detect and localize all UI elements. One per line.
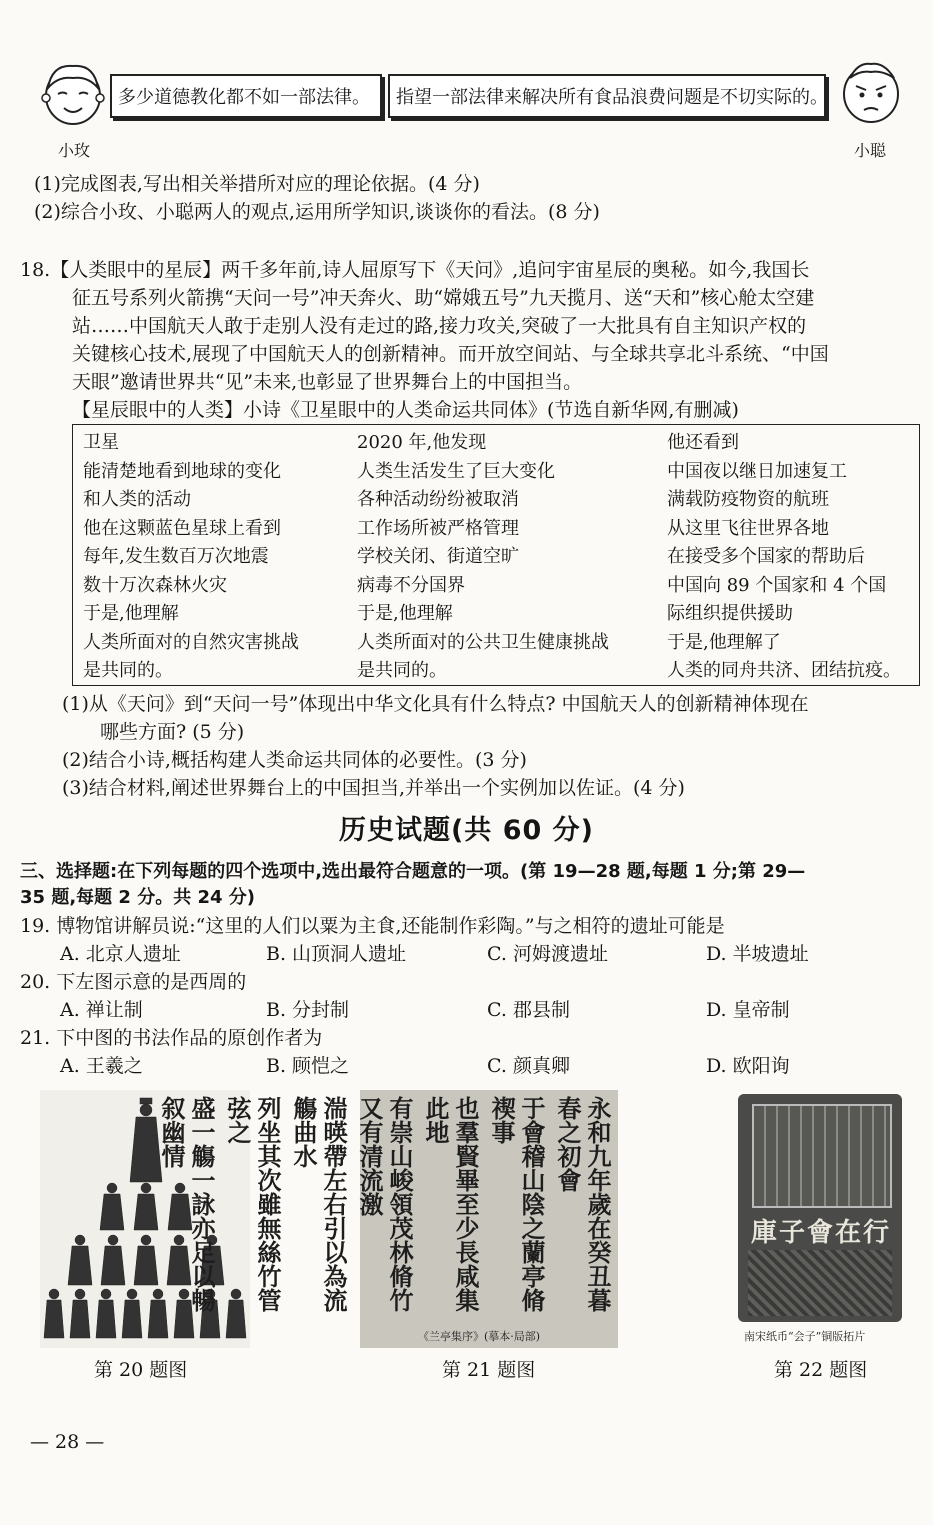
poem-line: 是共同的。 [357, 660, 447, 681]
poem-line: 满载防疫物资的航班 [667, 489, 829, 510]
satellite-poem-box [72, 424, 920, 686]
history-instructions-cont: 35 题,每题 2 分。共 24 分) [20, 887, 256, 908]
calligraphy-columns [156, 1096, 612, 1328]
banknote-lower-pattern [748, 1250, 892, 1316]
q18-line-6: 【星辰眼中的人类】小诗《卫星眼中的人类命运共同体》(节选自新华网,有删减) [72, 399, 739, 421]
calligraphy-column: 永和九年歲在癸丑暮春之初會 [553, 1096, 612, 1312]
q21-option-c[interactable]: C. 颜真卿 [487, 1055, 570, 1077]
poem-line: 数十万次森林火灾 [83, 574, 227, 596]
poem-line: 每年,发生数百万次地震 [83, 546, 269, 567]
calligraphy-column: 于會稽山陰之蘭亭脩禊事 [487, 1096, 546, 1312]
fig20-caption: 第 20 题图 [94, 1359, 188, 1381]
q21-option-d[interactable]: D. 欧阳询 [706, 1055, 790, 1077]
poem-line: 际组织提供援助 [667, 603, 793, 624]
poem-line: 卫星 [83, 432, 119, 453]
q20-option-a[interactable]: A. 禅让制 [60, 999, 143, 1021]
banknote-upper-panel [752, 1104, 892, 1208]
q17-sub2: (2)综合小玫、小聪两人的观点,运用所学知识,谈谈你的看法。(8 分) [34, 201, 600, 223]
calligraphy-column: 列坐其次雖無絲竹管弦之 [223, 1096, 282, 1312]
poem-line: 工作场所被严格管理 [357, 517, 519, 539]
poem-line: 人类所面对的公共卫生健康挑战 [357, 631, 609, 653]
fig21-calligraphy-image [157, 1090, 618, 1348]
right-boy-face [836, 56, 906, 126]
left-speech-text: 多少道德教化都不如一部法律。 [118, 87, 370, 108]
q18-line-5: 天眼”邀请世界共“见”未来,也彰显了世界舞台上的中国担当。 [72, 371, 583, 393]
poem-line: 他在这颗蓝色星球上看到 [83, 517, 281, 539]
left-character-name: 小玫 [58, 141, 91, 160]
fig21-subcaption: 《兰亭集序》(摹本·局部) [418, 1330, 541, 1343]
q18-sub3: (3)结合材料,阐述世界舞台上的中国担当,并举出一个实例加以佐证。(4 分) [62, 777, 685, 799]
q20-stem: 20. 下左图示意的是西周的 [20, 971, 247, 993]
q19-option-b[interactable]: B. 山顶洞人遗址 [266, 943, 407, 965]
right-speech-bubble [388, 74, 826, 118]
right-speech-text: 指望一部法律来解决所有食品浪费问题是不切实际的。 [396, 87, 828, 108]
q20-option-c[interactable]: C. 郡县制 [487, 999, 570, 1021]
fig22-banknote-image [736, 1090, 906, 1348]
q21-stem: 21. 下中图的书法作品的原创作者为 [20, 1027, 323, 1049]
q21-option-b[interactable]: B. 顾恺之 [266, 1055, 350, 1077]
poem-line: 在接受多个国家的帮助后 [667, 546, 865, 567]
poem-line: 中国夜以继日加速复工 [667, 460, 847, 482]
poem-line: 能清楚地看到地球的变化 [83, 460, 281, 482]
q19-stem: 19. 博物馆讲解员说:“这里的人们以粟为主食,还能制作彩陶。”与之相符的遗址可能是 [20, 915, 725, 937]
poem-line: 病毒不分国界 [357, 574, 465, 596]
poem-line: 是共同的。 [83, 660, 173, 681]
poem-line: 学校关闭、街道空旷 [357, 546, 519, 567]
poem-line: 中国向 89 个国家和 4 个国 [667, 574, 887, 596]
poem-column-2 [357, 429, 609, 686]
q19-option-a[interactable]: A. 北京人遗址 [60, 943, 181, 965]
calligraphy-column: 也羣賢畢至少長咸集此地 [421, 1096, 480, 1312]
q17-sub1: (1)完成图表,写出相关举措所对应的理论依据。(4 分) [34, 173, 480, 195]
q21-option-a[interactable]: A. 王羲之 [60, 1055, 143, 1077]
q18-line-3: 站……中国航天人敢于走别人没有走过的路,接力攻关,突破了一大批具有自主知识产权的 [72, 315, 807, 337]
poem-column-3 [667, 429, 901, 686]
fig22-subcaption: 南宋纸币“会子”铜版拓片 [744, 1330, 866, 1343]
calligraphy-column: 湍暎帶左右引以為流觴曲水 [289, 1096, 348, 1312]
left-girl-face [38, 58, 108, 128]
history-instructions: 三、选择题:在下列每题的四个选项中,选出最符合题意的一项。(第 19—28 题,每题 1 分;第 29— [20, 861, 806, 882]
q19-option-d[interactable]: D. 半坡遗址 [706, 943, 809, 965]
poem-line: 人类所面对的自然灾害挑战 [83, 631, 299, 653]
q18-line-2: 征五号系列火箭携“天问一号”冲天奔火、助“嫦娥五号”九天揽月、送“天和”核心舱太空建 [72, 287, 815, 309]
left-speech-bubble [110, 74, 382, 118]
fig21-caption: 第 21 题图 [442, 1359, 536, 1381]
q19-option-c[interactable]: C. 河姆渡遗址 [487, 943, 608, 965]
banknote-rubbing [738, 1094, 902, 1322]
fig22-caption: 第 22 题图 [774, 1359, 868, 1381]
poem-line: 和人类的活动 [83, 489, 191, 510]
poem-line: 从这里飞往世界各地 [667, 517, 829, 539]
poem-line: 人类生活发生了巨大变化 [357, 460, 555, 482]
q18-sub2: (2)结合小诗,概括构建人类命运共同体的必要性。(3 分) [62, 749, 527, 771]
q20-option-b[interactable]: B. 分封制 [266, 999, 350, 1021]
poem-line: 人类的同舟共济、团结抗疫。 [667, 660, 901, 681]
poem-line: 于是,他理解了 [667, 631, 781, 653]
q18-sub1: (1)从《天问》到“天问一号”体现出中华文化具有什么特点? 中国航天人的创新精神体现在 [62, 693, 809, 715]
q18-line-4: 关键核心技术,展现了中国航天人的创新精神。而开放空间站、与全球共享北斗系统、“中国 [72, 343, 829, 365]
q20-option-d[interactable]: D. 皇帝制 [706, 999, 790, 1021]
history-section-title: 历史试题(共 60 分) [338, 815, 595, 846]
poem-line: 于是,他理解 [357, 603, 453, 624]
poem-line: 于是,他理解 [83, 603, 179, 624]
banknote-title-text: 行在會子庫 [750, 1218, 891, 1248]
page-number: — 28 — [30, 1431, 105, 1453]
poem-column-1 [83, 429, 299, 686]
poem-line: 2020 年,他发现 [357, 432, 487, 453]
q18-line-1: 18.【人类眼中的星辰】两千多年前,诗人屈原写下《天问》,追问宇宙星辰的奥秘。如今,我国长 [20, 259, 810, 281]
poem-line: 各种活动纷纷被取消 [357, 489, 519, 510]
calligraphy-column: 有崇山峻領茂林脩竹又有清流激 [355, 1096, 414, 1312]
calligraphy-column: 盛一觴一詠亦足以暢叙幽情 [157, 1096, 216, 1312]
right-character-name: 小聪 [854, 141, 887, 160]
q18-sub1-cont: 哪些方面? (5 分) [100, 721, 245, 743]
poem-line: 他还看到 [667, 432, 739, 453]
